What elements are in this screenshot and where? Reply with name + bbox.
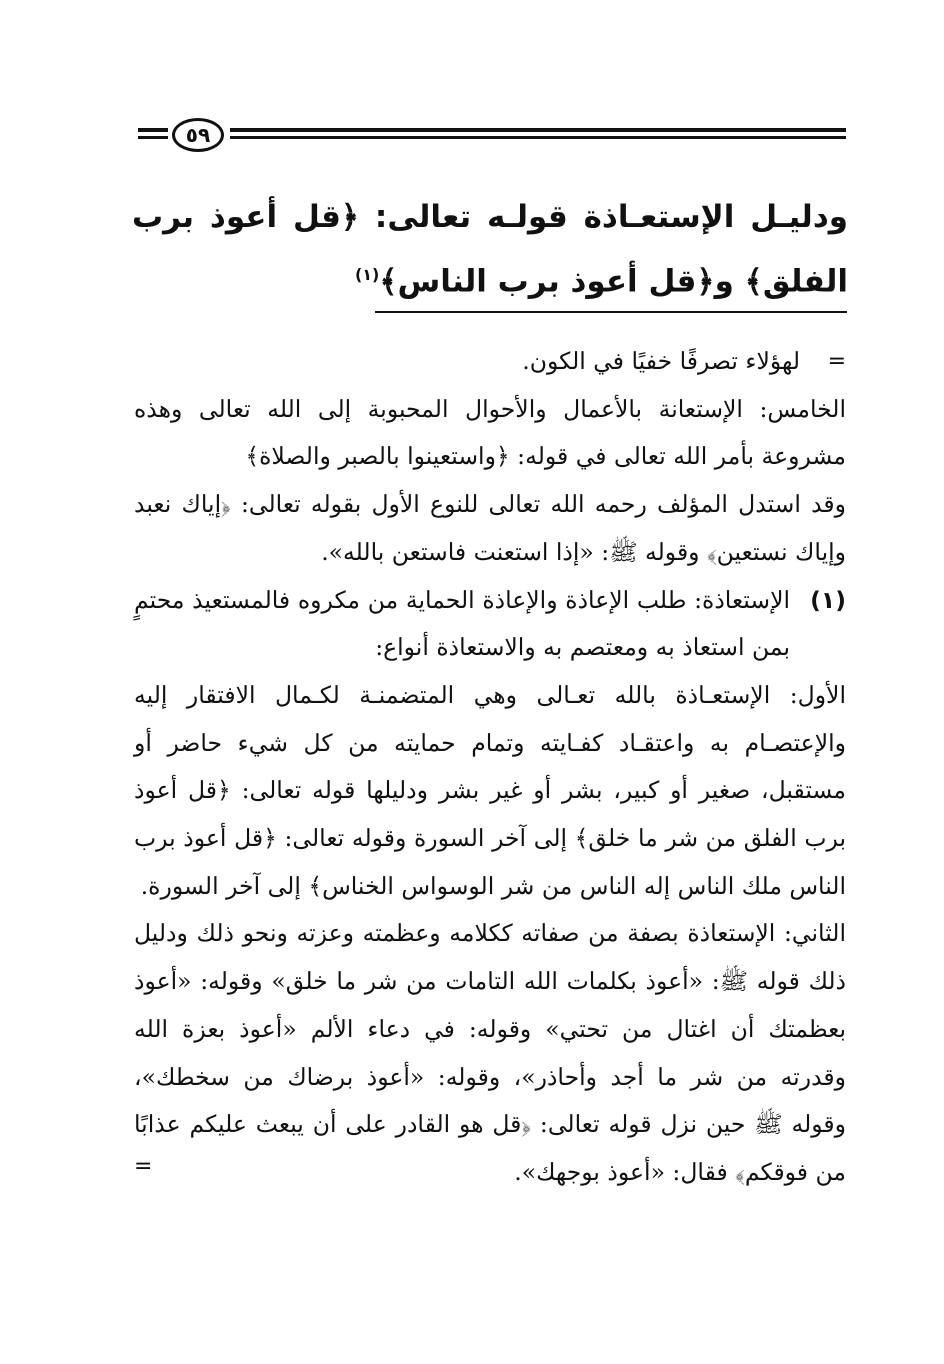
continued-note-text: لهؤلاء تصرفًا خفيًا في الكون. [522,347,800,375]
page-number: ٥٩ [172,118,224,152]
footnotes [134,338,846,1197]
page-header [138,118,846,158]
evidence-paragraph: وقد استدل المؤلف رحمه الله تعالى للنوع الأول بقوله تعالى: ﴿إياك نعبد وإياك نستعين﴾ وقوله ﷺ: «إذا استعنت فاستعن بالله». [134,490,846,566]
continued-note [134,338,846,386]
continuation-mark: = [827,349,846,374]
footnote-separator [375,311,847,313]
footnote-number: (١) [810,585,846,614]
header-rule-right-thin [230,136,846,139]
second-type-paragraph: الثاني: الإستعاذة بصفة من صفاته ككلامه وعظمته وعزته ونحو ذلك ودليل ذلك قوله ﷺ: «أعوذ بكلمات الله التامات من شر ما خلق» وقوله: «أعوذ بعظمتك أن اغتال من تحتي» وقوله: في دعاء الألم «أعوذ بعزة الله وقدرته من شر ما أجد وأحاذر»، وقوله: «أعوذ برضاك من سخطك»، وقوله ﷺ حين نزل قوله تعالى: ﴿قل هو القادر على أن يبعث عليكم عذابًا من فوقكم﴾ فقال: «أعوذ بوجهك». [134,919,846,1186]
first-type-paragraph: الأول: الإستعـاذة بالله تعـالى وهي المتضمنـة لكـمال الافتقار إليه والإعتصـام به واعتقـاد كفـايته وتمام حمايته من كل شيء حاضر أو مستقبل، صغير أو كبير، بشر أو غير بشر ودليلها قوله تعالى: ﴿قل أعوذ برب الفلق من شر ما خلق﴾ إلى آخر السورة وقوله تعالى: ﴿قل أعوذ برب الناس ملك الناس إله الناس من شر الوسواس الخناس﴾ إلى آخر السورة. [134,680,846,900]
header-rule-left [138,128,168,132]
fifth-type-paragraph: الخامس: الإستعانة بالأعمال والأحوال المحبوبة إلى الله تعالى وهذه مشروعة بأمر الله تعالى في قوله: ﴿واستعينوا بالصبر والصلاة﴾ [134,394,846,471]
footnote-1 [134,577,846,672]
header-rule-left-thin [138,136,168,139]
header-rule-right [230,128,846,132]
main-text-body: ودليـل الإستعـاذة قولـه تعالى: ﴿قل أعوذ برب الفلق﴾ و﴿قل أعوذ برب الناس﴾ [132,199,848,300]
second-type-block [134,910,846,1196]
main-text [132,188,848,310]
footnote-reference: (١) [354,265,380,284]
continued-mark-end: = [134,1153,153,1179]
footnote-definition: الإستعاذة: طلب الإعاذة والإعاذة الحماية من مكروه فالمستعيذ محتمٍ بمن استعاذ به ومعتصم به والاستعاذة أنواع: [134,585,790,662]
